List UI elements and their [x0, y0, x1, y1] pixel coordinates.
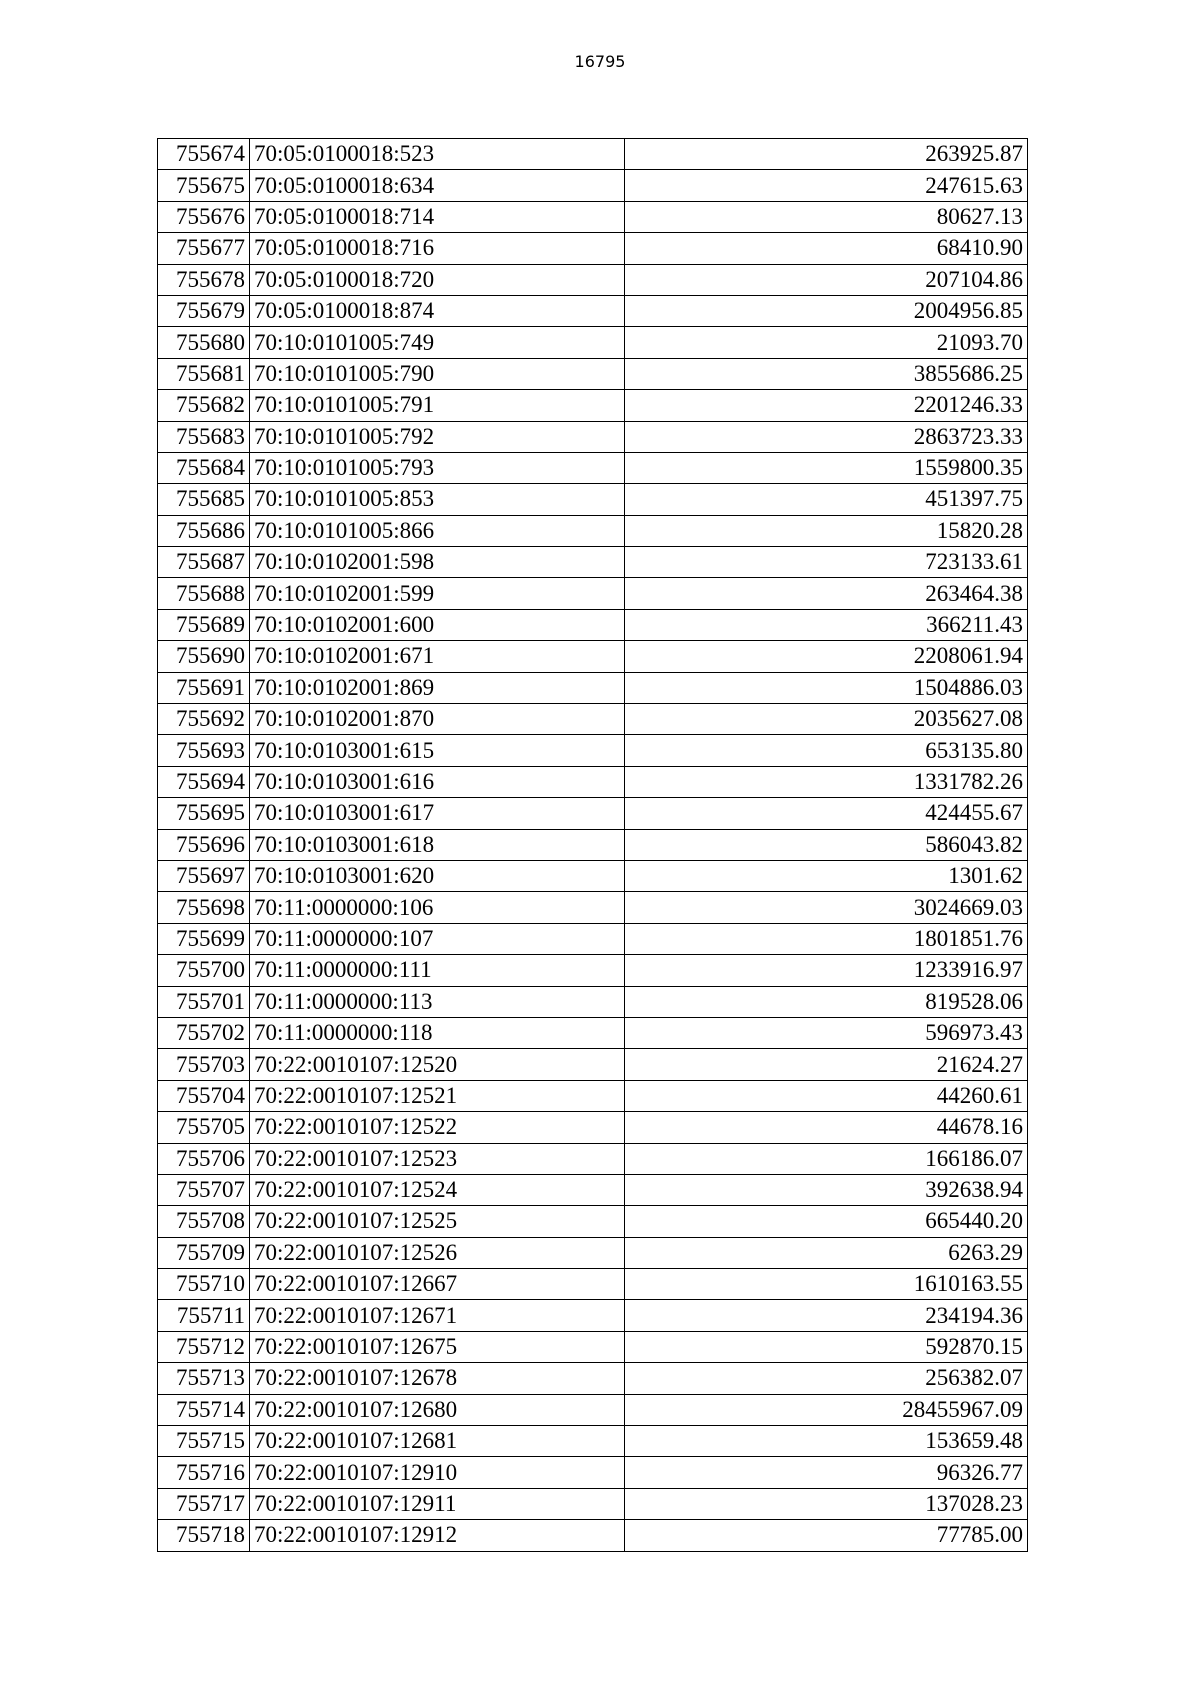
row-number-cell: 755707	[158, 1174, 250, 1205]
value-cell: 153659.48	[625, 1426, 1028, 1457]
value-cell: 451397.75	[625, 484, 1028, 515]
value-cell: 2201246.33	[625, 390, 1028, 421]
table-row	[158, 201, 1028, 232]
table-row	[158, 547, 1028, 578]
row-number-cell: 755699	[158, 923, 250, 954]
table-row	[158, 452, 1028, 483]
row-number-cell: 755690	[158, 641, 250, 672]
cadastral-number-cell: 70:22:0010107:12524	[250, 1174, 625, 1205]
value-cell: 207104.86	[625, 264, 1028, 295]
row-number-cell: 755714	[158, 1394, 250, 1425]
row-number-cell: 755677	[158, 233, 250, 264]
table-row	[158, 1363, 1028, 1394]
table-row	[158, 798, 1028, 829]
value-cell: 1331782.26	[625, 766, 1028, 797]
table-row	[158, 829, 1028, 860]
value-cell: 586043.82	[625, 829, 1028, 860]
value-cell: 596973.43	[625, 1017, 1028, 1048]
table-row	[158, 421, 1028, 452]
row-number-cell: 755705	[158, 1112, 250, 1143]
cadastral-number-cell: 70:10:0102001:599	[250, 578, 625, 609]
table-row	[158, 1520, 1028, 1551]
value-cell: 665440.20	[625, 1206, 1028, 1237]
value-cell: 96326.77	[625, 1457, 1028, 1488]
value-cell: 21624.27	[625, 1049, 1028, 1080]
cadastral-number-cell: 70:11:0000000:113	[250, 986, 625, 1017]
value-cell: 44260.61	[625, 1080, 1028, 1111]
table-row	[158, 641, 1028, 672]
table-row	[158, 1300, 1028, 1331]
table-row	[158, 892, 1028, 923]
cadastral-number-cell: 70:22:0010107:12910	[250, 1457, 625, 1488]
cadastral-number-cell: 70:05:0100018:634	[250, 170, 625, 201]
value-cell: 1301.62	[625, 860, 1028, 891]
row-number-cell: 755687	[158, 547, 250, 578]
page-number: 16795	[574, 52, 626, 71]
table-row	[158, 578, 1028, 609]
table-row	[158, 327, 1028, 358]
table-row	[158, 264, 1028, 295]
cadastral-number-cell: 70:10:0101005:749	[250, 327, 625, 358]
cadastral-number-cell: 70:10:0101005:866	[250, 515, 625, 546]
table-row	[158, 233, 1028, 264]
row-number-cell: 755698	[158, 892, 250, 923]
cadastral-number-cell: 70:10:0102001:598	[250, 547, 625, 578]
table-row	[158, 672, 1028, 703]
table-row	[158, 139, 1028, 170]
row-number-cell: 755694	[158, 766, 250, 797]
table-row	[158, 1457, 1028, 1488]
row-number-cell: 755711	[158, 1300, 250, 1331]
cadastral-number-cell: 70:22:0010107:12671	[250, 1300, 625, 1331]
value-cell: 1610163.55	[625, 1269, 1028, 1300]
value-cell: 1801851.76	[625, 923, 1028, 954]
table-row	[158, 923, 1028, 954]
cadastral-number-cell: 70:10:0102001:600	[250, 609, 625, 640]
row-number-cell: 755718	[158, 1520, 250, 1551]
table-row	[158, 1143, 1028, 1174]
row-number-cell: 755701	[158, 986, 250, 1017]
row-number-cell: 755683	[158, 421, 250, 452]
table-row	[158, 515, 1028, 546]
value-cell: 15820.28	[625, 515, 1028, 546]
row-number-cell: 755686	[158, 515, 250, 546]
table-row	[158, 609, 1028, 640]
row-number-cell: 755675	[158, 170, 250, 201]
cadastral-number-cell: 70:22:0010107:12520	[250, 1049, 625, 1080]
table-body	[158, 139, 1028, 1552]
row-number-cell: 755695	[158, 798, 250, 829]
table-row	[158, 1112, 1028, 1143]
row-number-cell: 755703	[158, 1049, 250, 1080]
table-row	[158, 1237, 1028, 1268]
table-row	[158, 1017, 1028, 1048]
value-cell: 21093.70	[625, 327, 1028, 358]
row-number-cell: 755715	[158, 1426, 250, 1457]
cadastral-number-cell: 70:11:0000000:107	[250, 923, 625, 954]
cadastral-number-cell: 70:05:0100018:874	[250, 295, 625, 326]
table-row	[158, 484, 1028, 515]
row-number-cell: 755713	[158, 1363, 250, 1394]
cadastral-number-cell: 70:05:0100018:523	[250, 139, 625, 170]
value-cell: 80627.13	[625, 201, 1028, 232]
value-cell: 1233916.97	[625, 955, 1028, 986]
value-cell: 263925.87	[625, 139, 1028, 170]
row-number-cell: 755674	[158, 139, 250, 170]
table-row	[158, 986, 1028, 1017]
cadastral-number-cell: 70:05:0100018:716	[250, 233, 625, 264]
cadastral-number-cell: 70:22:0010107:12523	[250, 1143, 625, 1174]
table-row	[158, 170, 1028, 201]
cadastral-number-cell: 70:10:0101005:853	[250, 484, 625, 515]
row-number-cell: 755693	[158, 735, 250, 766]
cadastral-number-cell: 70:10:0103001:615	[250, 735, 625, 766]
cadastral-number-cell: 70:22:0010107:12522	[250, 1112, 625, 1143]
cadastral-number-cell: 70:11:0000000:106	[250, 892, 625, 923]
value-cell: 2863723.33	[625, 421, 1028, 452]
value-cell: 392638.94	[625, 1174, 1028, 1205]
table-row	[158, 390, 1028, 421]
table-row	[158, 1488, 1028, 1519]
value-cell: 263464.38	[625, 578, 1028, 609]
value-cell: 3024669.03	[625, 892, 1028, 923]
row-number-cell: 755702	[158, 1017, 250, 1048]
table-row	[158, 1080, 1028, 1111]
cadastral-number-cell: 70:22:0010107:12681	[250, 1426, 625, 1457]
row-number-cell: 755708	[158, 1206, 250, 1237]
value-cell: 592870.15	[625, 1331, 1028, 1362]
row-number-cell: 755691	[158, 672, 250, 703]
cadastral-number-cell: 70:05:0100018:714	[250, 201, 625, 232]
value-cell: 1504886.03	[625, 672, 1028, 703]
cadastral-number-cell: 70:22:0010107:12525	[250, 1206, 625, 1237]
row-number-cell: 755717	[158, 1488, 250, 1519]
value-cell: 3855686.25	[625, 358, 1028, 389]
table-row	[158, 766, 1028, 797]
table-row	[158, 358, 1028, 389]
row-number-cell: 755676	[158, 201, 250, 232]
value-cell: 723133.61	[625, 547, 1028, 578]
cadastral-number-cell: 70:22:0010107:12680	[250, 1394, 625, 1425]
value-cell: 2208061.94	[625, 641, 1028, 672]
table-row	[158, 1426, 1028, 1457]
cadastral-number-cell: 70:22:0010107:12912	[250, 1520, 625, 1551]
row-number-cell: 755710	[158, 1269, 250, 1300]
table-row	[158, 704, 1028, 735]
row-number-cell: 755712	[158, 1331, 250, 1362]
cadastral-number-cell: 70:10:0102001:671	[250, 641, 625, 672]
cadastral-number-cell: 70:10:0103001:617	[250, 798, 625, 829]
cadastral-value-table	[157, 138, 1028, 1552]
value-cell: 28455967.09	[625, 1394, 1028, 1425]
value-cell: 44678.16	[625, 1112, 1028, 1143]
table-row	[158, 955, 1028, 986]
value-cell: 68410.90	[625, 233, 1028, 264]
value-cell: 77785.00	[625, 1520, 1028, 1551]
cadastral-number-cell: 70:22:0010107:12911	[250, 1488, 625, 1519]
table-row	[158, 1206, 1028, 1237]
value-cell: 366211.43	[625, 609, 1028, 640]
value-cell: 247615.63	[625, 170, 1028, 201]
cadastral-number-cell: 70:10:0101005:790	[250, 358, 625, 389]
value-cell: 2004956.85	[625, 295, 1028, 326]
row-number-cell: 755685	[158, 484, 250, 515]
cadastral-number-cell: 70:10:0102001:870	[250, 704, 625, 735]
row-number-cell: 755704	[158, 1080, 250, 1111]
row-number-cell: 755688	[158, 578, 250, 609]
row-number-cell: 755692	[158, 704, 250, 735]
value-cell: 256382.07	[625, 1363, 1028, 1394]
value-cell: 819528.06	[625, 986, 1028, 1017]
cadastral-number-cell: 70:10:0101005:791	[250, 390, 625, 421]
row-number-cell: 755682	[158, 390, 250, 421]
cadastral-number-cell: 70:10:0102001:869	[250, 672, 625, 703]
cadastral-number-cell: 70:10:0101005:793	[250, 452, 625, 483]
value-cell: 1559800.35	[625, 452, 1028, 483]
row-number-cell: 755696	[158, 829, 250, 860]
cadastral-number-cell: 70:10:0103001:618	[250, 829, 625, 860]
cadastral-number-cell: 70:22:0010107:12521	[250, 1080, 625, 1111]
value-cell: 166186.07	[625, 1143, 1028, 1174]
value-cell: 424455.67	[625, 798, 1028, 829]
value-cell: 137028.23	[625, 1488, 1028, 1519]
row-number-cell: 755700	[158, 955, 250, 986]
cadastral-number-cell: 70:22:0010107:12675	[250, 1331, 625, 1362]
row-number-cell: 755709	[158, 1237, 250, 1268]
row-number-cell: 755716	[158, 1457, 250, 1488]
row-number-cell: 755681	[158, 358, 250, 389]
table-row	[158, 1269, 1028, 1300]
table-row	[158, 1331, 1028, 1362]
cadastral-number-cell: 70:10:0103001:620	[250, 860, 625, 891]
table-row	[158, 1174, 1028, 1205]
row-number-cell: 755706	[158, 1143, 250, 1174]
cadastral-number-cell: 70:22:0010107:12678	[250, 1363, 625, 1394]
row-number-cell: 755689	[158, 609, 250, 640]
row-number-cell: 755679	[158, 295, 250, 326]
table-row	[158, 1394, 1028, 1425]
table-row	[158, 860, 1028, 891]
row-number-cell: 755684	[158, 452, 250, 483]
cadastral-number-cell: 70:22:0010107:12667	[250, 1269, 625, 1300]
cadastral-number-cell: 70:11:0000000:111	[250, 955, 625, 986]
cadastral-number-cell: 70:10:0103001:616	[250, 766, 625, 797]
table-row	[158, 295, 1028, 326]
value-cell: 2035627.08	[625, 704, 1028, 735]
row-number-cell: 755680	[158, 327, 250, 358]
cadastral-number-cell: 70:10:0101005:792	[250, 421, 625, 452]
value-cell: 653135.80	[625, 735, 1028, 766]
row-number-cell: 755678	[158, 264, 250, 295]
cadastral-number-cell: 70:11:0000000:118	[250, 1017, 625, 1048]
value-cell: 234194.36	[625, 1300, 1028, 1331]
row-number-cell: 755697	[158, 860, 250, 891]
cadastral-number-cell: 70:22:0010107:12526	[250, 1237, 625, 1268]
value-cell: 6263.29	[625, 1237, 1028, 1268]
table-row	[158, 735, 1028, 766]
cadastral-number-cell: 70:05:0100018:720	[250, 264, 625, 295]
table-row	[158, 1049, 1028, 1080]
